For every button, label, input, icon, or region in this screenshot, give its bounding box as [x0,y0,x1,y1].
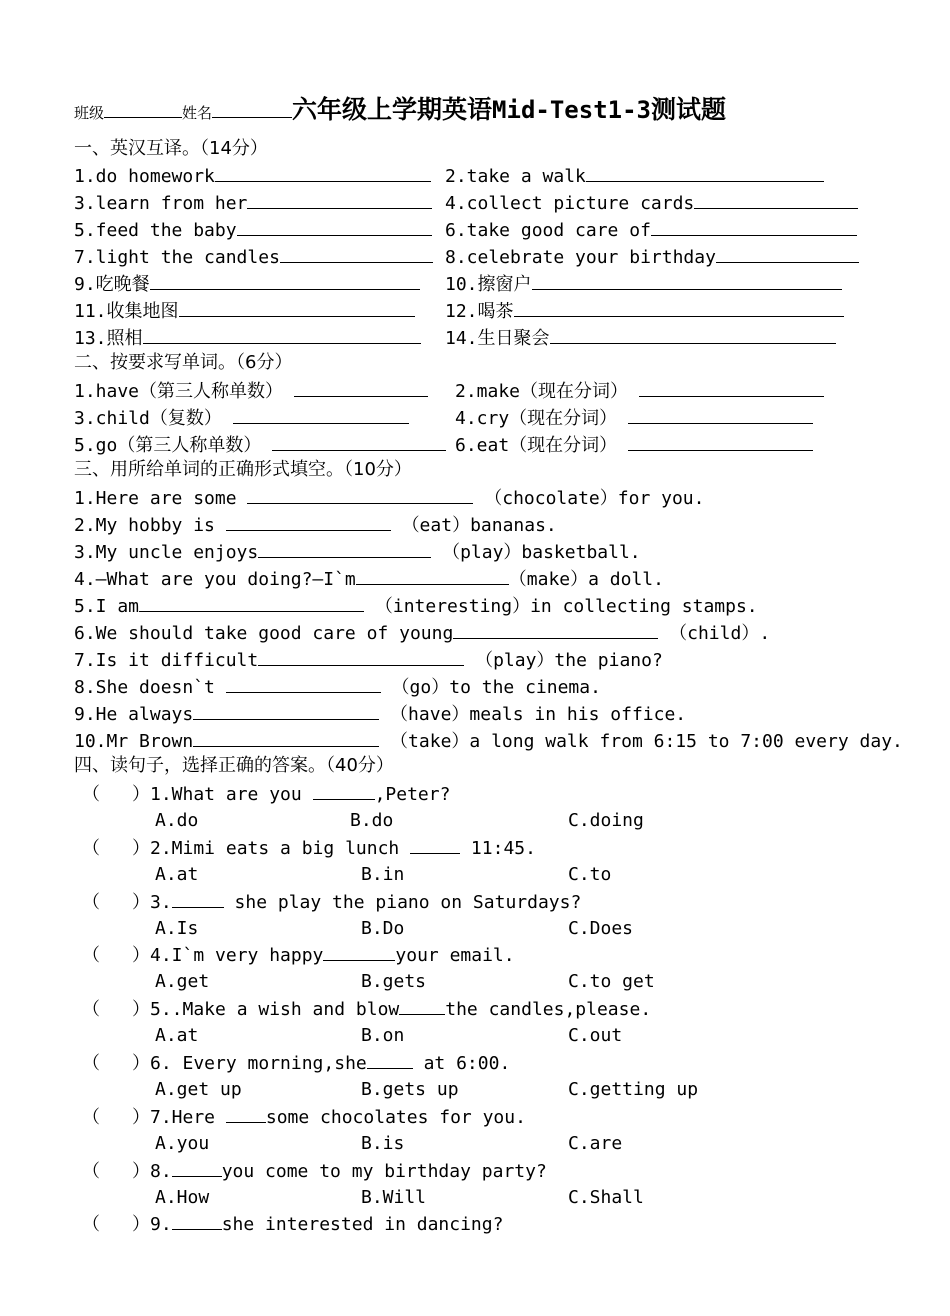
part3-prompt: 3.My uncle enjoys [74,542,259,563]
question-stem: 6. Every morning,she [150,1053,367,1074]
part3-hint: （interesting）in collecting stamps. [364,596,758,617]
section-heading-4: 四、读句子，选择正确的答案。（40分） [74,755,394,776]
part1-item [445,245,859,269]
part2-prompt: 5.go（第三人称单数） [74,435,262,456]
mc-option[interactable]: A.at [155,864,199,885]
answer-blank[interactable] [226,1105,266,1123]
part3-prompt: 7.Is it difficult [74,650,259,671]
part1-item [74,272,420,296]
question-stem-end: she play the piano on Saturdays? [223,892,582,913]
part2-prompt: 4.cry（现在分词） [455,408,618,429]
answer-blank[interactable] [139,594,364,612]
answer-blank[interactable] [247,486,473,504]
answer-blank[interactable] [215,164,431,182]
answer-blank[interactable] [514,299,844,317]
answer-paren-open: （ [82,1214,100,1235]
page-title-cn: 六年级上学期英语 [292,95,493,124]
mc-option[interactable]: C.are [568,1133,623,1154]
answer-blank[interactable] [313,782,375,800]
answer-paren-close: ） [132,1107,150,1128]
part3-hint: （have）meals in his office. [379,704,687,725]
part1-item [74,245,433,269]
answer-blank[interactable] [172,1159,222,1177]
mc-option[interactable]: A.at [155,1025,199,1046]
page-title-tail: 测试题 [651,95,727,124]
mc-question [82,1159,547,1183]
answer-blank[interactable] [323,943,395,961]
part3-item [74,513,557,537]
answer-paren-open: （ [82,945,100,966]
part1-item [445,326,836,350]
mc-option[interactable]: C.to [568,864,612,885]
part1-item [445,191,858,215]
mc-option[interactable]: C.doing [568,810,644,831]
answer-blank[interactable] [258,648,464,666]
answer-paren-open: （ [82,1161,100,1182]
part2-prompt: 6.eat（现在分词） [455,435,618,456]
part2-prompt: 2.make（现在分词） [455,381,629,402]
question-stem: 3. [150,892,172,913]
mc-option[interactable]: B.in [361,864,405,885]
class-label: 班级 [74,104,105,122]
question-stem: 2.Mimi eats a big lunch [150,838,411,859]
mc-option[interactable]: A.How [155,1187,210,1208]
part1-prompt: 9.吃晚餐 [74,274,150,295]
mc-option[interactable]: A.get up [155,1079,242,1100]
mc-option[interactable]: C.getting up [568,1079,699,1100]
mc-option[interactable]: A.Is [155,918,199,939]
part1-item [74,191,432,215]
answer-blank[interactable] [233,406,409,424]
question-stem-end: 11:45. [460,838,536,859]
mc-option[interactable]: C.to get [568,971,655,992]
answer-blank[interactable] [226,513,391,531]
answer-blank[interactable] [356,567,509,585]
part1-prompt: 13.照相 [74,328,143,349]
part2-item [74,379,428,403]
part3-hint: （take）a long walk from 6:15 to 7:00 every day. [379,731,903,752]
answer-blank[interactable] [716,245,859,263]
question-stem-end: ,Peter? [374,784,451,805]
part1-prompt: 4.collect picture cards [445,193,695,214]
answer-paren-open: （ [82,1053,100,1074]
part1-item [74,164,431,188]
mc-option[interactable]: B.gets up [361,1079,459,1100]
part2-item [455,406,813,430]
answer-blank[interactable] [143,326,421,344]
part3-prompt: 8.She doesn`t [74,677,226,698]
part1-item [445,299,844,323]
part3-hint: （child）. [658,623,771,644]
part3-prompt: 10.Mr Brown [74,731,194,752]
question-stem: 8. [150,1161,172,1182]
mc-option[interactable]: C.out [568,1025,623,1046]
answer-blank[interactable] [237,218,432,236]
mc-question [82,1105,526,1129]
mc-question [82,997,651,1021]
answer-blank[interactable] [410,836,460,854]
answer-blank[interactable] [258,540,431,558]
part3-item [74,486,704,510]
mc-question [82,890,581,914]
part1-item [74,326,421,350]
mc-option[interactable]: B.is [361,1133,405,1154]
answer-paren-close: ） [132,999,150,1020]
part3-item [74,702,686,726]
mc-question [82,943,515,967]
part3-item [74,648,663,672]
title-row [74,93,726,127]
part3-hint: （go）to the cinema. [380,677,601,698]
section-heading-2: 二、按要求写单词。（6分） [74,352,293,373]
section-heading-3: 三、用所给单词的正确形式填空。（10分） [74,459,412,480]
part1-item [74,218,432,242]
part1-prompt: 11.收集地图 [74,301,179,322]
part2-item [74,433,446,457]
part3-item [74,621,770,645]
part1-prompt: 8.celebrate your birthday [445,247,716,268]
answer-blank[interactable] [628,433,813,451]
part3-hint: （eat）bananas. [401,515,557,536]
part1-item [74,299,415,323]
part1-item [445,164,824,188]
part3-hint: （make）a doll. [508,569,664,590]
part3-item [74,675,601,699]
part1-prompt: 3.learn from her [74,193,248,214]
answer-blank[interactable] [532,272,842,290]
answer-paren-close: ） [132,1161,150,1182]
part3-hint: （chocolate）for you. [484,488,705,509]
part3-item [74,540,641,564]
mc-question [82,1051,510,1075]
question-stem-end: you come to my birthday party? [221,1161,547,1182]
answer-blank[interactable] [280,245,433,263]
part3-hint: （play）the piano? [464,650,663,671]
answer-blank[interactable] [694,191,858,209]
part1-item [445,272,842,296]
part1-prompt: 6.take good care of [445,220,651,241]
part2-item [455,379,824,403]
mc-option[interactable]: B.do [350,810,394,831]
part3-item [74,567,664,591]
answer-blank[interactable] [193,702,379,720]
question-stem-end: the candles,please. [445,999,652,1020]
answer-blank[interactable] [193,729,379,747]
part2-item [455,433,813,457]
part3-item [74,729,903,753]
part3-prompt: 9.He always [74,704,194,725]
part1-prompt: 7.light the candles [74,247,280,268]
answer-paren-open: （ [82,1107,100,1128]
answer-paren-close: ） [132,784,150,805]
name-label: 姓名 [182,104,213,122]
part2-prompt: 1.have（第三人称单数） [74,381,284,402]
question-stem: 7.Here [150,1107,226,1128]
mc-option[interactable]: B.gets [361,971,427,992]
part1-item [445,218,857,242]
answer-blank[interactable] [172,890,224,908]
mc-option[interactable]: C.Shall [568,1187,644,1208]
section-heading-1: 一、英汉互译。（14分） [74,138,268,159]
answer-paren-open: （ [82,999,100,1020]
question-stem-end: your email. [395,945,515,966]
answer-blank[interactable] [367,1051,413,1069]
part3-prompt: 4.—What are you doing?—I`m [74,569,356,590]
answer-blank[interactable] [179,299,415,317]
answer-paren-close: ） [132,892,150,913]
mc-option[interactable]: B.on [361,1025,405,1046]
page-title-en: Mid-Test1-3 [492,96,651,124]
answer-paren-open: （ [82,784,100,805]
part2-prompt: 3.child（复数） [74,408,222,429]
mc-question [82,782,450,806]
mc-question [82,1212,503,1236]
mc-option[interactable]: B.Will [361,1187,427,1208]
answer-blank[interactable] [272,433,446,451]
answer-blank[interactable] [639,379,824,397]
mc-question [82,836,536,860]
answer-paren-open: （ [82,838,100,859]
answer-paren-open: （ [82,892,100,913]
mc-option[interactable]: B.Do [361,918,405,939]
answer-blank[interactable] [453,621,658,639]
answer-blank[interactable] [550,326,836,344]
part3-hint: （play）basketball. [431,542,641,563]
part3-prompt: 6.We should take good care of young [74,623,454,644]
question-stem-end: at 6:00. [412,1053,511,1074]
part1-prompt: 1.do homework [74,166,215,187]
answer-paren-close: ） [132,1053,150,1074]
answer-blank[interactable] [226,675,381,693]
part3-item [74,594,758,618]
mc-option[interactable]: A.get [155,971,210,992]
answer-paren-close: ） [132,945,150,966]
answer-blank[interactable] [651,218,857,236]
answer-paren-close: ） [132,838,150,859]
answer-blank[interactable] [586,164,824,182]
answer-blank[interactable] [628,406,813,424]
mc-option[interactable]: C.Does [568,918,634,939]
answer-blank[interactable] [399,997,445,1015]
answer-blank[interactable] [294,379,428,397]
answer-blank[interactable] [172,1212,222,1230]
answer-blank[interactable] [247,191,432,209]
question-stem-end: she interested in dancing? [221,1214,504,1235]
part3-prompt: 1.Here are some [74,488,248,509]
part1-prompt: 5.feed the baby [74,220,237,241]
part3-prompt: 2.My hobby is [74,515,226,536]
class-blank[interactable] [104,100,182,118]
question-stem: 9. [150,1214,172,1235]
question-stem: 4.I`m very happy [150,945,324,966]
question-stem: 5..Make a wish and blow [150,999,400,1020]
part2-item [74,406,409,430]
part1-prompt: 12.喝茶 [445,301,514,322]
mc-option[interactable]: A.you [155,1133,210,1154]
question-stem: 1.What are you [150,784,313,805]
part3-prompt: 5.I am [74,596,140,617]
part1-prompt: 10.擦窗户 [445,274,532,295]
name-blank[interactable] [212,100,292,118]
part1-prompt: 14.生日聚会 [445,328,550,349]
answer-blank[interactable] [150,272,420,290]
part1-prompt: 2.take a walk [445,166,586,187]
question-stem-end: some chocolates for you. [265,1107,526,1128]
answer-paren-close: ） [132,1214,150,1235]
mc-option[interactable]: A.do [155,810,199,831]
